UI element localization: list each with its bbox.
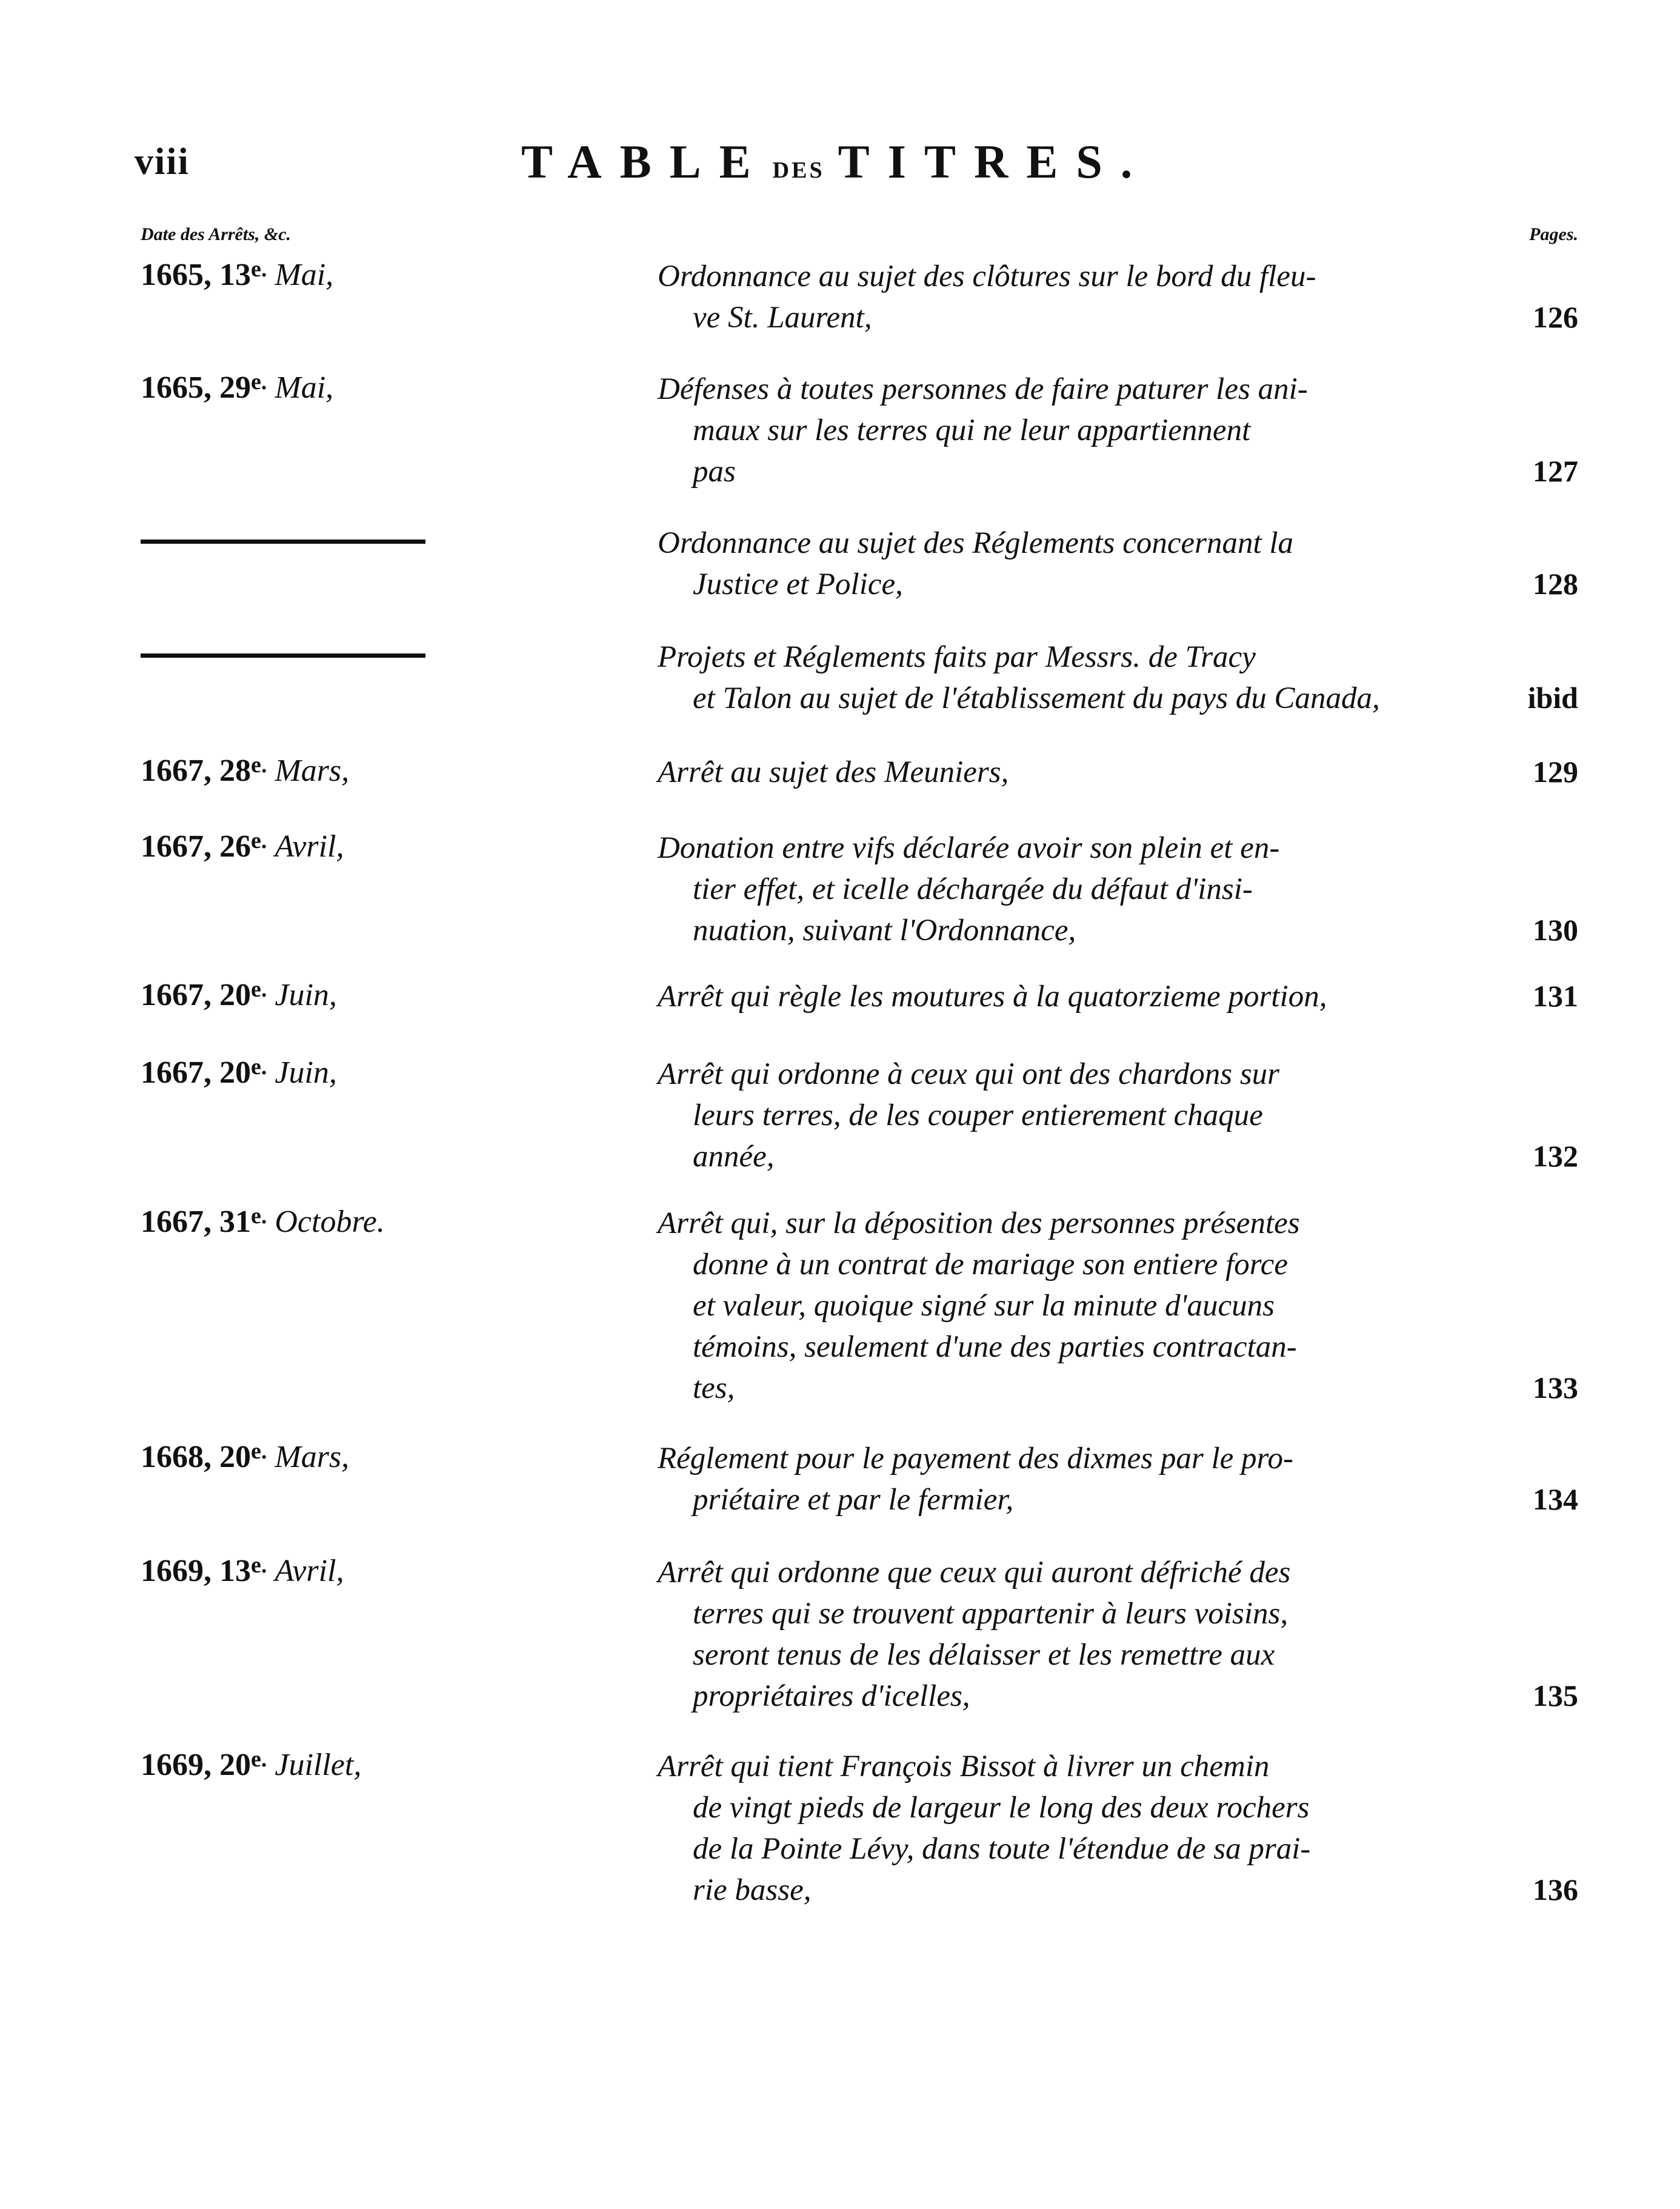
description-line: Arrêt qui ordonne que ceux qui auront défriché des [658,1556,1291,1589]
page-reference: 127 [1533,454,1578,488]
description-line: et Talon au sujet de l'établissement du pays du Canada, [693,681,1380,715]
date-day: 28 [219,754,251,788]
description-line: tier effet, et icelle déchargée du défaut d'insi- [693,872,1253,906]
date-day: 13 [219,1554,251,1588]
description-line: nuation, suivant l'Ordonnance, [693,914,1076,947]
title-word-titres: TITRES. [838,135,1151,188]
entry-date [141,1552,344,1589]
page-reference: 131 [1533,979,1578,1013]
date-month: Avril, [275,1554,344,1588]
date-year: 1665, [141,258,212,292]
description-line: maux sur les terres qui ne leur appartiennent [693,413,1251,447]
page-reference: 134 [1533,1482,1578,1516]
title-word-table: TABLE [521,135,769,188]
description-line: Arrêt qui ordonne à ceux qui ont des chardons sur [658,1057,1280,1091]
date-day: 13 [219,258,251,292]
date-day: 29 [219,370,251,405]
date-ordinal: e. [251,256,267,282]
date-day: 26 [219,829,251,864]
date-month: Mars, [275,754,350,788]
date-day: 20 [219,978,251,1012]
date-ordinal: e. [251,828,267,854]
date-month: Juin, [275,978,337,1012]
date-month: Mars, [275,1440,350,1474]
date-month: Mai, [275,258,334,292]
date-ordinal: e. [251,1203,267,1229]
page-reference: 129 [1533,755,1578,789]
date-day: 20 [219,1440,251,1474]
description-line: priétaire et par le fermier, [693,1483,1014,1517]
entry-description [658,637,1445,719]
description-line: Ordonnance au sujet des clôtures sur le bord du fleu- [658,259,1316,293]
entry-description [658,369,1445,492]
entry-date [141,976,337,1013]
description-line: terres qui se trouvent appartenir à leurs voisins, [693,1597,1288,1631]
entry-date [141,827,344,864]
description-line: ve St. Laurent, [693,301,872,335]
entry-description [658,523,1445,605]
page-reference: 132 [1533,1139,1578,1173]
date-month: Juin, [275,1055,337,1090]
date-month: Octobre. [275,1205,385,1239]
description-line: Réglement pour le payement des dixmes par le pro- [658,1442,1293,1475]
entry-description [658,752,1445,793]
date-ordinal: e. [251,369,267,395]
date-month: Juillet, [275,1748,362,1782]
entry-description [658,1203,1445,1409]
description-line: Arrêt qui règle les moutures à la quatorzieme portion, [658,980,1327,1014]
date-ordinal: e. [251,752,267,778]
entry-description [658,1054,1445,1177]
page-reference: 135 [1533,1679,1578,1713]
date-year: 1667, [141,1055,212,1090]
description-line: Défenses à toutes personnes de faire paturer les ani- [658,372,1308,406]
entry-description [658,1552,1445,1717]
page-reference: ibid [1527,681,1578,715]
entry-description [658,827,1445,951]
page-reference: 126 [1533,300,1578,334]
date-day: 20 [219,1055,251,1090]
entry-description [658,256,1445,338]
date-day: 31 [219,1205,251,1239]
description-line: Ordonnance au sujet des Réglements concernant la [658,526,1294,560]
ditto-rule [141,540,425,544]
entry-description [658,976,1445,1017]
date-day: 20 [219,1748,251,1782]
page-reference: 136 [1533,1873,1578,1907]
entry-date [141,1438,349,1475]
description-line: seront tenus de les délaisser et les remettre aux [693,1638,1275,1672]
entry-date [141,1203,385,1240]
date-year: 1667, [141,829,212,864]
page-title [521,135,1150,189]
description-line: Arrêt qui tient François Bissot à livrer un chemin [658,1749,1270,1783]
entry-date [141,369,333,406]
description-line: tes, [693,1371,735,1405]
description-line: Arrêt qui, sur la déposition des personnes présentes [658,1206,1300,1240]
entry-date [141,1054,337,1091]
column-header-dates: Date des Arrêts, &c. [141,224,292,244]
description-line: rie basse, [693,1873,812,1907]
description-line: leurs terres, de les couper entierement chaque [693,1098,1263,1132]
date-ordinal: e. [251,977,267,1002]
date-month: Avril, [275,829,344,864]
description-line: témoins, seulement d'une des parties contractan- [693,1330,1297,1364]
description-line: pas [693,455,736,489]
date-year: 1667, [141,978,212,1012]
description-line: et valeur, quoique signé sur la minute d'aucuns [693,1289,1275,1323]
description-line: propriétaires d'icelles, [693,1679,970,1713]
entry-date [141,1746,361,1783]
date-month: Mai, [275,370,334,405]
date-year: 1665, [141,370,212,405]
entry-date [141,752,349,789]
title-word-des: DES [772,158,825,183]
entry-date [141,256,333,293]
description-line: année, [693,1140,775,1174]
date-year: 1669, [141,1554,212,1588]
ditto-rule [141,653,425,658]
page-number: viii [135,141,190,182]
page-reference: 128 [1533,567,1578,601]
date-ordinal: e. [251,1054,267,1080]
page-reference: 133 [1533,1371,1578,1405]
entry-description [658,1438,1445,1520]
page-reference: 130 [1533,913,1578,947]
description-line: Donation entre vifs déclarée avoir son plein et en- [658,831,1280,865]
description-line: Projets et Réglements faits par Messrs. de Tracy [658,640,1256,674]
description-line: donne à un contrat de mariage son entiere force [693,1248,1288,1282]
date-year: 1667, [141,754,212,788]
date-year: 1667, [141,1205,212,1239]
entry-description [658,1746,1445,1911]
date-ordinal: e. [251,1439,267,1464]
date-ordinal: e. [251,1552,267,1578]
description-line: Arrêt au sujet des Meuniers, [658,755,1009,789]
date-year: 1668, [141,1440,212,1474]
date-year: 1669, [141,1748,212,1782]
description-line: de la Pointe Lévy, dans toute l'étendue de sa prai- [693,1832,1311,1866]
column-header-pages: Pages. [1529,224,1578,244]
description-line: de vingt pieds de largeur le long des deux rochers [693,1791,1310,1825]
date-ordinal: e. [251,1746,267,1772]
description-line: Justice et Police, [693,567,903,601]
